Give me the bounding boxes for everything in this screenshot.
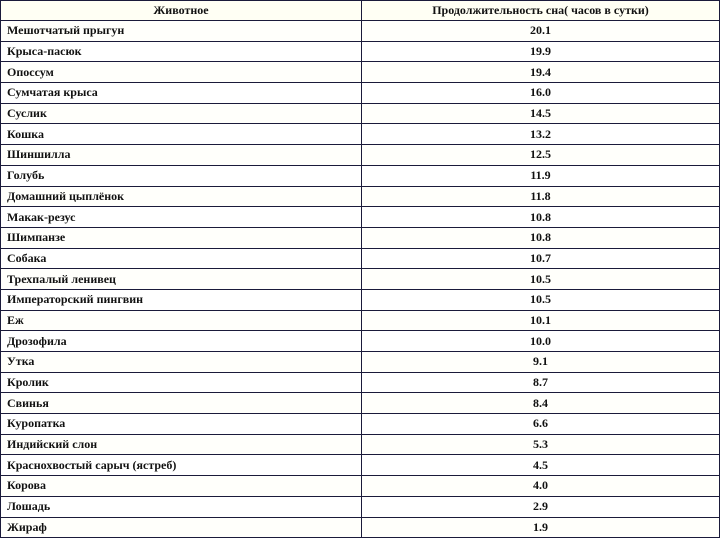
table-row (1, 310, 720, 331)
sleep-hours-cell: 10.1 (362, 310, 720, 331)
sleep-hours-cell: 10.7 (362, 248, 720, 269)
animal-cell: Куропатка (1, 414, 362, 435)
header-animal: Животное (1, 1, 362, 21)
sleep-hours-cell: 10.5 (362, 289, 720, 310)
table-row (1, 165, 720, 186)
table-row (1, 41, 720, 62)
table-row (1, 455, 720, 476)
animal-cell: Крыса-пасюк (1, 41, 362, 62)
table-row (1, 434, 720, 455)
sleep-hours-cell: 4.5 (362, 455, 720, 476)
sleep-hours-cell: 10.0 (362, 331, 720, 352)
animal-cell: Корова (1, 476, 362, 497)
table-row (1, 393, 720, 414)
table-row (1, 103, 720, 124)
animal-cell: Краснохвостый сарыч (ястреб) (1, 455, 362, 476)
animal-cell: Собака (1, 248, 362, 269)
animal-cell: Свинья (1, 393, 362, 414)
animal-cell: Кролик (1, 372, 362, 393)
table-row (1, 352, 720, 373)
table-row (1, 83, 720, 104)
table-row (1, 476, 720, 497)
table-row (1, 227, 720, 248)
sleep-hours-cell: 10.8 (362, 227, 720, 248)
header-sleep-hours: Продолжительность сна( часов в сутки) (362, 1, 720, 21)
table-row (1, 207, 720, 228)
animal-cell: Домашний цыплёнок (1, 186, 362, 207)
sleep-hours-cell: 19.9 (362, 41, 720, 62)
sleep-hours-cell: 2.9 (362, 496, 720, 517)
animal-cell: Еж (1, 310, 362, 331)
animal-cell: Опоссум (1, 62, 362, 83)
table-row (1, 124, 720, 145)
table-row (1, 248, 720, 269)
animal-cell: Кошка (1, 124, 362, 145)
table-row (1, 331, 720, 352)
sleep-hours-cell: 5.3 (362, 434, 720, 455)
sleep-hours-cell: 13.2 (362, 124, 720, 145)
sleep-hours-cell: 9.1 (362, 352, 720, 373)
animal-cell: Лошадь (1, 496, 362, 517)
sleep-hours-cell: 11.8 (362, 186, 720, 207)
sleep-hours-cell: 16.0 (362, 83, 720, 104)
table-row (1, 496, 720, 517)
animal-cell: Шиншилла (1, 145, 362, 166)
table-row (1, 62, 720, 83)
sleep-hours-cell: 8.7 (362, 372, 720, 393)
sleep-hours-cell: 8.4 (362, 393, 720, 414)
animal-cell: Жираф (1, 517, 362, 538)
header-row (1, 1, 720, 21)
sleep-hours-cell: 6.6 (362, 414, 720, 435)
table-row (1, 145, 720, 166)
animal-cell: Императорский пингвин (1, 289, 362, 310)
animal-cell: Шимпанзе (1, 227, 362, 248)
sleep-hours-cell: 10.8 (362, 207, 720, 228)
animal-cell: Индийский слон (1, 434, 362, 455)
animal-cell: Трехпалый ленивец (1, 269, 362, 290)
sleep-hours-cell: 12.5 (362, 145, 720, 166)
table-row (1, 186, 720, 207)
sleep-hours-cell: 14.5 (362, 103, 720, 124)
sleep-hours-cell: 20.1 (362, 21, 720, 42)
animal-cell: Мешотчатый прыгун (1, 21, 362, 42)
sleep-hours-cell: 4.0 (362, 476, 720, 497)
animal-cell: Сумчатая крыса (1, 83, 362, 104)
table-row (1, 372, 720, 393)
animal-cell: Дрозофила (1, 331, 362, 352)
animal-cell: Суслик (1, 103, 362, 124)
table-row (1, 289, 720, 310)
table-row (1, 21, 720, 42)
animal-cell: Голубь (1, 165, 362, 186)
sleep-hours-cell: 19.4 (362, 62, 720, 83)
table-row (1, 517, 720, 538)
animal-cell: Утка (1, 352, 362, 373)
animal-cell: Макак-резус (1, 207, 362, 228)
sleep-hours-cell: 10.5 (362, 269, 720, 290)
sleep-hours-cell: 11.9 (362, 165, 720, 186)
sleep-hours-cell: 1.9 (362, 517, 720, 538)
table-row (1, 269, 720, 290)
table-row (1, 414, 720, 435)
